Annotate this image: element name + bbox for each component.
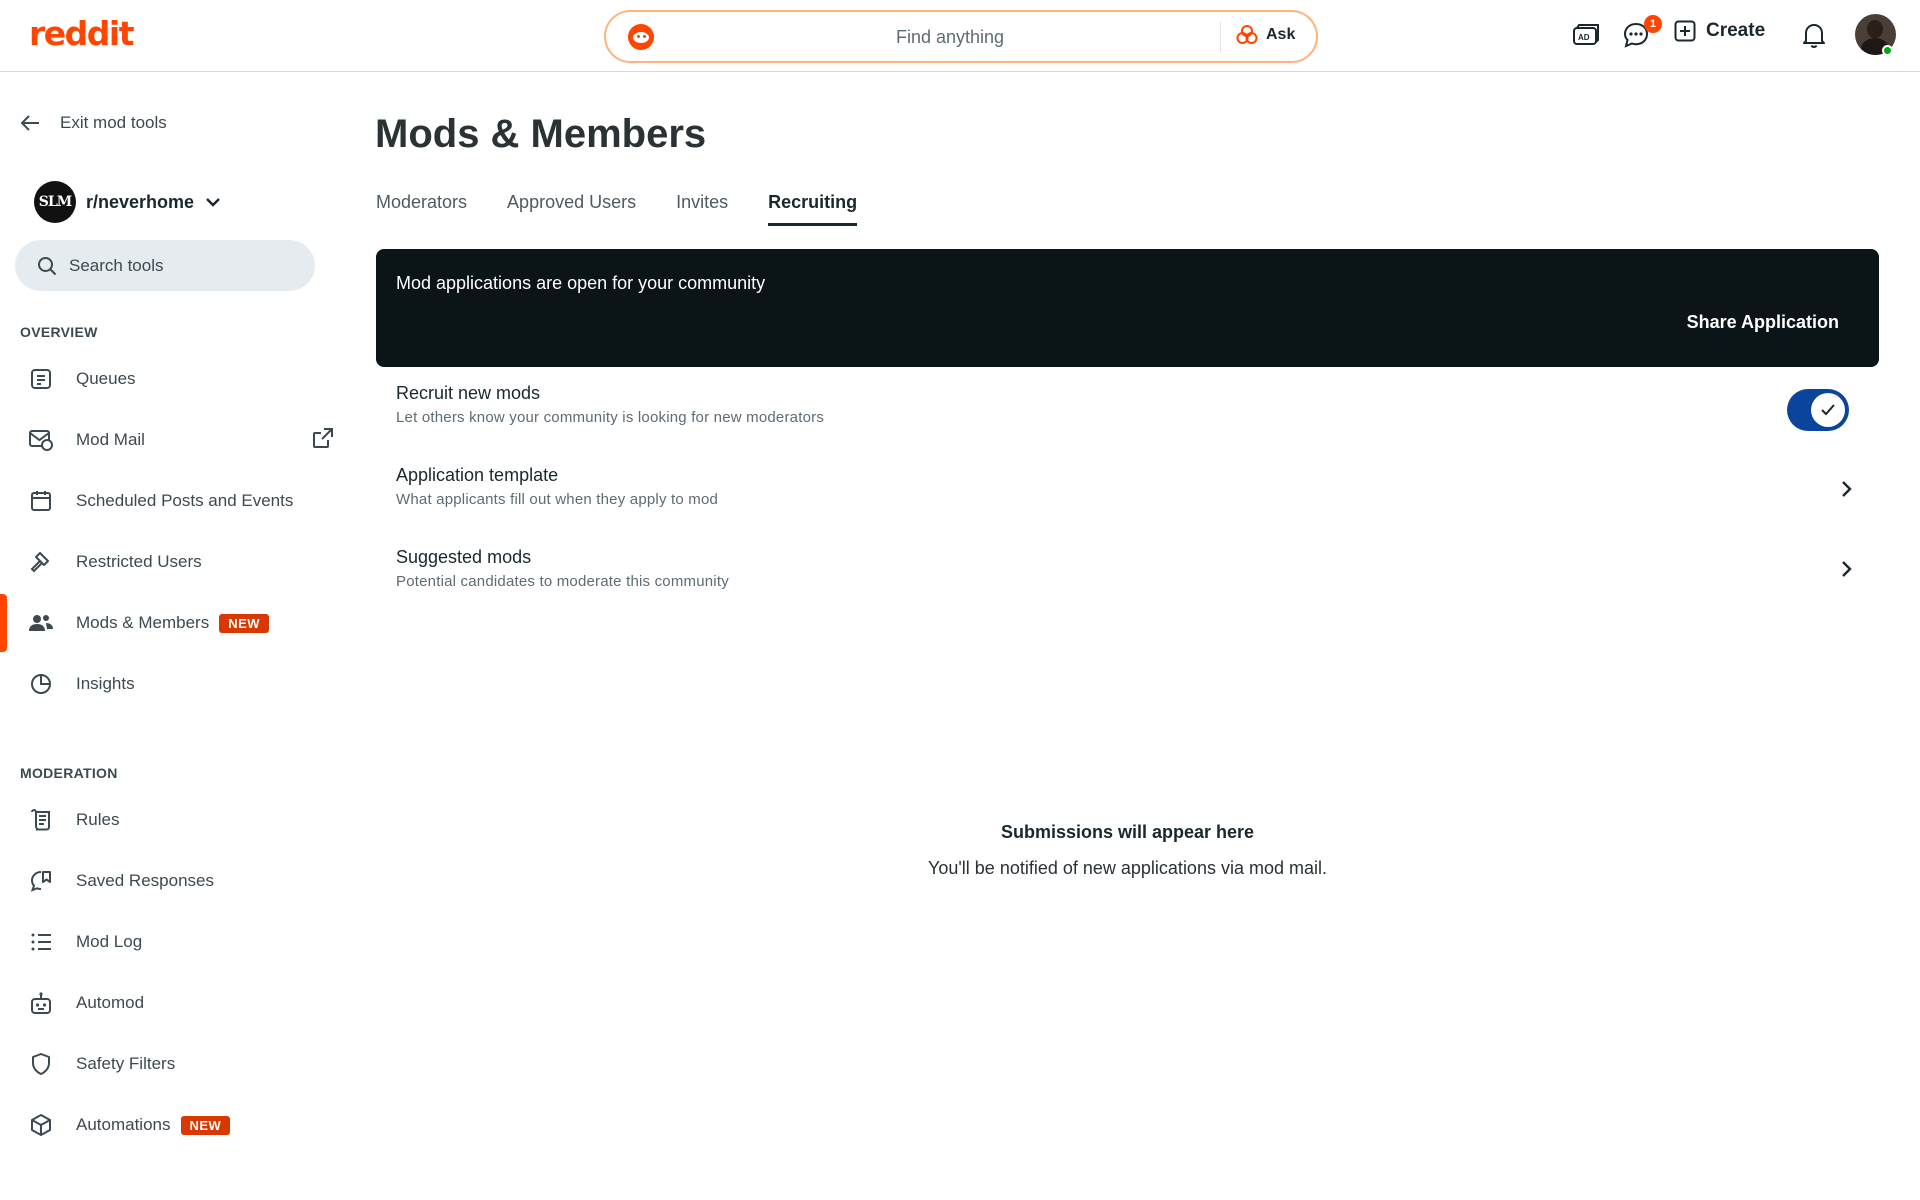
saved-responses-icon [28,868,54,894]
sidebar-item-label: Insights [76,674,135,693]
top-header [0,0,1920,72]
sidebar-item-restricted-users[interactable] [0,537,345,587]
sidebar-item-label: Mods & Members [76,613,210,632]
reddit-logo[interactable]: reddit [29,14,133,53]
ask-button[interactable] [1236,24,1295,46]
create-button[interactable] [1674,20,1765,42]
sidebar-item-saved-responses[interactable] [0,856,345,906]
shield-icon [28,1051,54,1077]
subreddit-switcher[interactable] [34,181,222,223]
search-icon [37,256,57,276]
sidebar-item-automod[interactable] [0,978,345,1028]
exit-mod-tools-link[interactable] [20,113,167,133]
arrow-left-icon [20,114,40,132]
list-icon [28,929,54,955]
sidebar-item-automations[interactable] [0,1100,345,1150]
reddit-snoo-icon [628,24,654,50]
advertise-icon[interactable] [1570,20,1600,50]
gavel-icon [28,549,54,575]
sidebar-item-label: Saved Responses [76,871,214,890]
mod-tools-sidebar [0,73,345,1200]
sidebar-item-label: Rules [76,810,120,829]
setting-title: Recruit new mods [396,383,541,403]
sidebar-item-label: Queues [76,369,136,388]
sidebar-item-mod-mail[interactable] [0,415,345,465]
mod-applications-banner [376,249,1879,367]
rules-scroll-icon [28,807,54,833]
ask-label: Ask [1266,26,1296,43]
sidebar-item-mods-members[interactable] [0,598,345,648]
recruit-new-mods-row[interactable] [376,373,1879,443]
sidebar-item-label: Mod Log [76,932,143,951]
sidebar-item-label: Safety Filters [76,1054,176,1073]
chevron-right-icon [1839,559,1853,579]
chevron-down-icon [204,196,222,208]
create-label: Create [1706,20,1766,41]
plus-icon [1674,20,1696,42]
pie-chart-icon [28,671,54,697]
setting-description: What applicants fill out when they apply to mod [396,491,719,508]
exit-mod-tools-label: Exit mod tools [60,113,167,132]
search-tools-input[interactable] [15,240,315,291]
tab-moderators[interactable]: Moderators [376,192,468,212]
tab-approved-users[interactable]: Approved Users [507,192,637,212]
cube-icon [28,1112,54,1138]
chevron-right-icon [1839,479,1853,499]
checkmark-icon [1820,403,1836,417]
sidebar-item-label: Automations [76,1115,171,1134]
sidebar-item-label: Mod Mail [76,430,145,449]
sidebar-item-mod-log[interactable] [0,917,345,967]
toggle-knob [1811,393,1845,427]
search-tools-placeholder: Search tools [69,255,164,275]
suggested-mods-row[interactable] [376,537,1879,607]
moderation-section-label: MODERATION [20,765,118,781]
sidebar-item-rules[interactable] [0,795,345,845]
calendar-icon [28,488,54,514]
sidebar-item-label: Restricted Users [76,552,202,571]
setting-title: Suggested mods [396,547,532,567]
tab-invites[interactable]: Invites [676,192,729,212]
share-application-button[interactable]: Share Application [1686,312,1839,332]
setting-description: Potential candidates to moderate this community [396,573,729,590]
subreddit-name: r/neverhome [86,191,195,212]
notification-bell-icon[interactable] [1799,20,1829,50]
mod-mail-icon [28,427,54,453]
sidebar-item-queues[interactable] [0,354,345,404]
chat-notification-badge: 1 [1644,15,1662,33]
online-status-dot [1882,45,1893,56]
search-divider [1220,22,1221,52]
tab-recruiting[interactable]: Recruiting [768,192,857,226]
svg-text:AD: AD [1578,33,1590,42]
sidebar-item-safety-filters[interactable] [0,1039,345,1089]
banner-text: Mod applications are open for your community [396,273,766,293]
search-input[interactable]: Find anything [896,27,1005,47]
members-tabs [376,192,857,226]
new-badge: NEW [219,614,269,633]
sidebar-item-insights[interactable] [0,659,345,709]
empty-state-title: Submissions will appear here [1000,822,1255,842]
ask-icon [1236,24,1258,46]
search-bar[interactable] [604,10,1318,63]
application-template-row[interactable] [376,455,1879,525]
sidebar-item-label: Automod [76,993,145,1012]
sidebar-item-scheduled-posts[interactable] [0,476,345,526]
subreddit-avatar: SLM [34,181,76,223]
sidebar-item-label: Scheduled Posts and Events [76,491,294,510]
queue-icon [28,366,54,392]
page-title: Mods & Members [375,112,707,156]
external-link-icon[interactable] [312,427,334,449]
empty-state-description: You'll be notified of new applications via mod mail. [927,858,1327,878]
recruit-toggle[interactable] [1787,389,1849,431]
new-badge: NEW [181,1116,231,1135]
members-icon [28,610,54,636]
setting-description: Let others know your community is looking for new moderators [396,409,825,426]
robot-icon [28,990,54,1016]
setting-title: Application template [396,465,559,485]
overview-section-label: OVERVIEW [20,324,98,340]
